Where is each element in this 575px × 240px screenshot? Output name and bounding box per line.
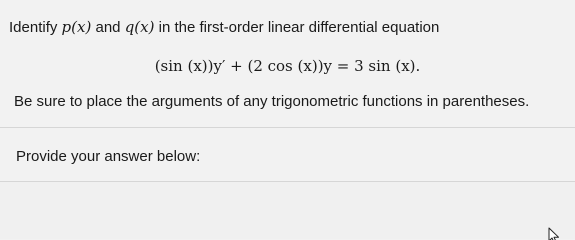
answer-input-area[interactable] [0, 182, 575, 239]
intro-suffix: in the first-order linear differential equation [158, 19, 440, 36]
p-of-x: p(x) [61, 18, 92, 36]
question-intro [9, 18, 439, 36]
q-of-x: q(x) [124, 18, 155, 36]
and-text: and [95, 19, 121, 36]
intro-prefix: Identify [9, 19, 58, 36]
instruction-text: Be sure to place the arguments of any trigonometric functions in parentheses. [14, 93, 530, 110]
answer-section [0, 128, 575, 180]
differential-equation: (sin (x))y′ + (2 cos (x))y = 3 sin (x). [154, 57, 421, 75]
mouse-pointer-icon [548, 227, 560, 240]
answer-prompt: Provide your answer below: [16, 148, 201, 165]
